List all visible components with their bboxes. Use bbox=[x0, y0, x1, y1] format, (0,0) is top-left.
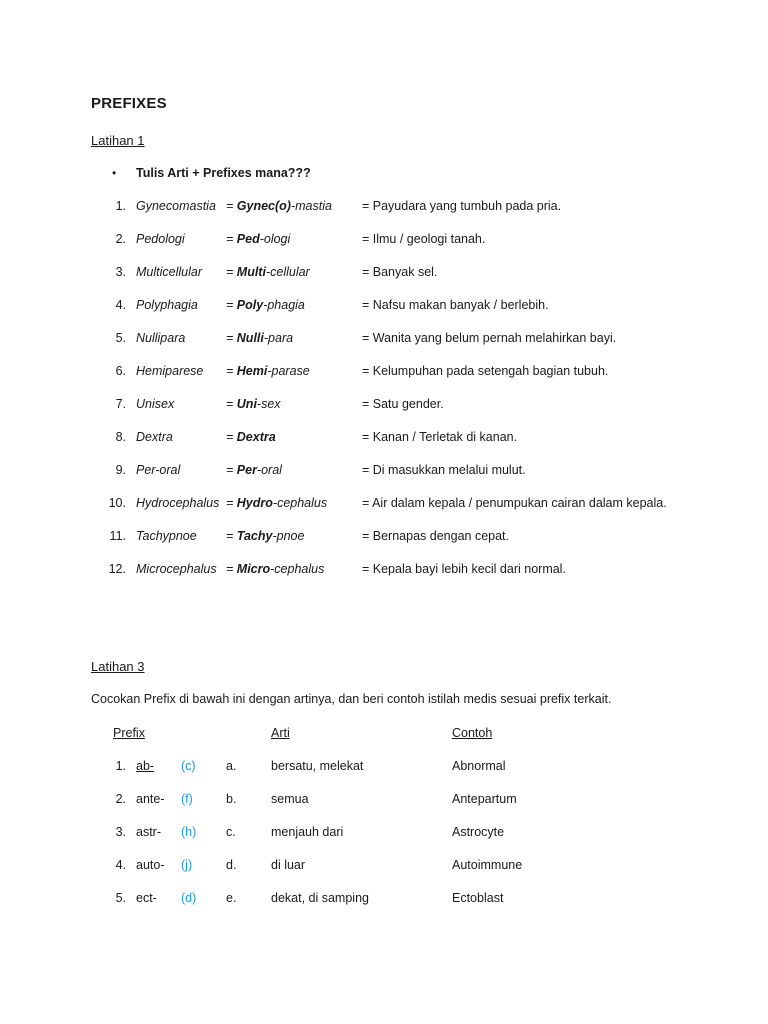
item-term: Pedologi bbox=[136, 232, 185, 246]
table-row bbox=[0, 790, 768, 808]
table-header bbox=[0, 724, 768, 742]
item-equals: = bbox=[226, 562, 237, 576]
item-equals: = bbox=[226, 397, 237, 411]
list-item bbox=[0, 329, 768, 347]
row-answer: (d) bbox=[181, 891, 197, 905]
row-contoh: Astrocyte bbox=[452, 825, 505, 839]
item-prefix: Uni bbox=[236, 397, 257, 411]
row-number: 2. bbox=[115, 792, 126, 806]
item-prefix: Hydro bbox=[236, 496, 273, 510]
item-number: 4. bbox=[115, 298, 126, 312]
item-root: -ologi bbox=[259, 232, 291, 246]
item-term: Tachypnoe bbox=[136, 529, 197, 543]
item-prefix-split bbox=[226, 362, 310, 380]
latihan3-heading: Latihan 3 bbox=[91, 659, 145, 674]
row-number: 4. bbox=[115, 858, 126, 872]
item-prefix-split bbox=[226, 296, 305, 314]
row-letter: c. bbox=[226, 825, 236, 839]
item-root: -parase bbox=[267, 364, 310, 378]
item-prefix-split bbox=[226, 263, 310, 281]
row-arti: menjauh dari bbox=[271, 825, 344, 839]
list-item bbox=[0, 230, 768, 248]
row-number: 1. bbox=[115, 759, 126, 773]
item-equals: = bbox=[226, 529, 237, 543]
item-prefix: Ped bbox=[236, 232, 260, 246]
item-equals: = bbox=[226, 430, 237, 444]
list-item bbox=[0, 362, 768, 380]
item-root: -oral bbox=[256, 463, 282, 477]
item-number: 1. bbox=[115, 199, 126, 213]
item-prefix-split bbox=[226, 329, 293, 347]
item-number: 5. bbox=[115, 331, 126, 345]
header-prefix: Prefix bbox=[113, 726, 145, 740]
table-row bbox=[0, 757, 768, 775]
item-root: -cellular bbox=[265, 265, 310, 279]
item-meaning: = Kelumpuhan pada setengah bagian tubuh. bbox=[362, 364, 609, 378]
row-letter: b. bbox=[226, 792, 237, 806]
item-meaning: = Di masukkan melalui mulut. bbox=[362, 463, 526, 477]
item-meaning: = Payudara yang tumbuh pada pria. bbox=[362, 199, 562, 213]
item-term: Dextra bbox=[136, 430, 173, 444]
item-number: 7. bbox=[115, 397, 126, 411]
header-arti: Arti bbox=[271, 726, 290, 740]
list-item bbox=[0, 395, 768, 413]
row-letter: e. bbox=[226, 891, 237, 905]
item-prefix-split bbox=[226, 197, 332, 215]
list-item bbox=[0, 461, 768, 479]
item-term: Polyphagia bbox=[136, 298, 198, 312]
item-prefix-split bbox=[226, 428, 276, 446]
item-root: -sex bbox=[256, 397, 281, 411]
item-root: -cephalus bbox=[270, 562, 325, 576]
row-letter: a. bbox=[226, 759, 237, 773]
item-number: 11. bbox=[109, 529, 126, 543]
list-item bbox=[0, 263, 768, 281]
item-term: Multicellular bbox=[136, 265, 202, 279]
item-term: Gynecomastia bbox=[136, 199, 216, 213]
item-prefix: Gynec(o) bbox=[236, 199, 291, 213]
item-prefix-split bbox=[226, 230, 290, 248]
item-equals: = bbox=[226, 298, 237, 312]
instruction-bullet bbox=[0, 164, 768, 182]
item-prefix: Multi bbox=[236, 265, 266, 279]
table-row bbox=[0, 823, 768, 841]
item-meaning: = Air dalam kepala / penumpukan cairan dalam kepala. bbox=[362, 496, 667, 510]
row-prefix: ab- bbox=[136, 759, 155, 773]
item-prefix-split bbox=[226, 527, 304, 545]
row-answer: (c) bbox=[181, 759, 196, 773]
item-term: Hydrocephalus bbox=[136, 496, 220, 510]
item-root: -mastia bbox=[290, 199, 332, 213]
item-equals: = bbox=[226, 364, 237, 378]
item-meaning: = Bernapas dengan cepat. bbox=[362, 529, 509, 543]
item-term: Nullipara bbox=[136, 331, 186, 345]
item-prefix: Poly bbox=[236, 298, 264, 312]
item-root: -para bbox=[263, 331, 294, 345]
item-root: -cephalus bbox=[272, 496, 328, 510]
item-meaning: = Nafsu makan banyak / berlebih. bbox=[362, 298, 549, 312]
row-answer: (f) bbox=[181, 792, 193, 806]
item-prefix: Per bbox=[236, 463, 257, 477]
list-item bbox=[0, 197, 768, 215]
table-row bbox=[0, 889, 768, 907]
row-arti: di luar bbox=[271, 858, 306, 872]
latihan1-heading: Latihan 1 bbox=[91, 133, 145, 148]
item-prefix-split bbox=[226, 560, 324, 578]
row-answer: (h) bbox=[181, 825, 197, 839]
item-prefix: Nulli bbox=[236, 331, 264, 345]
item-number: 6. bbox=[115, 364, 126, 378]
row-number: 3. bbox=[115, 825, 126, 839]
row-number: 5. bbox=[115, 891, 126, 905]
item-equals: = bbox=[226, 265, 237, 279]
item-root: -phagia bbox=[263, 298, 305, 312]
row-prefix: ante- bbox=[136, 792, 165, 806]
item-prefix: Hemi bbox=[236, 364, 268, 378]
item-prefix: Dextra bbox=[236, 430, 276, 444]
row-contoh: Autoimmune bbox=[452, 858, 523, 872]
item-meaning: = Banyak sel. bbox=[362, 265, 438, 279]
bullet-icon: • bbox=[112, 166, 117, 180]
item-prefix: Micro bbox=[236, 562, 271, 576]
item-term: Per-oral bbox=[136, 463, 181, 477]
item-equals: = bbox=[226, 331, 237, 345]
item-meaning: = Kanan / Terletak di kanan. bbox=[362, 430, 518, 444]
list-item bbox=[0, 527, 768, 545]
latihan3-intro: Cocokan Prefix di bawah ini dengan artinya, dan beri contoh istilah medis sesuai prefix terkait. bbox=[91, 692, 612, 706]
row-prefix: auto- bbox=[136, 858, 165, 872]
list-item bbox=[0, 428, 768, 446]
item-prefix-split bbox=[226, 461, 282, 479]
item-meaning: = Wanita yang belum pernah melahirkan bayi. bbox=[362, 331, 617, 345]
item-term: Hemiparese bbox=[136, 364, 204, 378]
item-term: Microcephalus bbox=[136, 562, 217, 576]
item-prefix-split bbox=[226, 494, 327, 512]
item-equals: = bbox=[226, 199, 237, 213]
header-contoh: Contoh bbox=[452, 726, 493, 740]
item-equals: = bbox=[226, 496, 237, 510]
list-item bbox=[0, 494, 768, 512]
item-number: 9. bbox=[115, 463, 126, 477]
item-meaning: = Ilmu / geologi tanah. bbox=[362, 232, 486, 246]
list-item bbox=[0, 296, 768, 314]
item-number: 10. bbox=[108, 496, 126, 510]
row-contoh: Abnormal bbox=[452, 759, 506, 773]
list-item bbox=[0, 560, 768, 578]
row-arti: bersatu, melekat bbox=[271, 759, 364, 773]
row-arti: dekat, di samping bbox=[271, 891, 369, 905]
row-prefix: ect- bbox=[136, 891, 157, 905]
item-number: 3. bbox=[115, 265, 126, 279]
row-prefix: astr- bbox=[136, 825, 161, 839]
item-term: Unisex bbox=[136, 397, 175, 411]
table-row bbox=[0, 856, 768, 874]
page-title: PREFIXES bbox=[91, 95, 167, 112]
row-arti: semua bbox=[271, 792, 309, 806]
item-equals: = bbox=[226, 463, 237, 477]
item-number: 8. bbox=[115, 430, 126, 444]
item-equals: = bbox=[226, 232, 237, 246]
item-meaning: = Satu gender. bbox=[362, 397, 444, 411]
item-prefix: Tachy bbox=[236, 529, 273, 543]
row-letter: d. bbox=[226, 858, 237, 872]
row-contoh: Ectoblast bbox=[452, 891, 504, 905]
row-contoh: Antepartum bbox=[452, 792, 517, 806]
item-number: 2. bbox=[115, 232, 126, 246]
item-prefix-split bbox=[226, 395, 281, 413]
row-answer: (j) bbox=[181, 858, 193, 872]
item-meaning: = Kepala bayi lebih kecil dari normal. bbox=[362, 562, 566, 576]
instruction-text: Tulis Arti + Prefixes mana??? bbox=[136, 166, 311, 180]
item-number: 12. bbox=[108, 562, 126, 576]
item-root: -pnoe bbox=[272, 529, 305, 543]
